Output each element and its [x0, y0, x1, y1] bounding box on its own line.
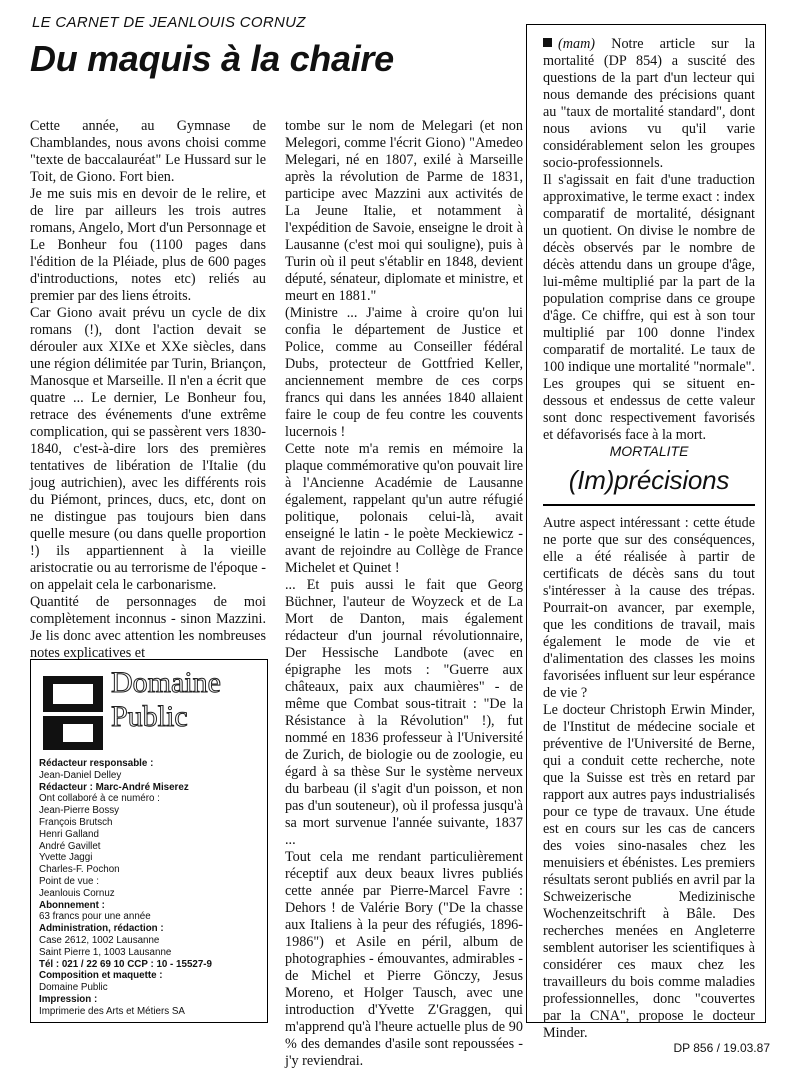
- dp-logo-icon: [41, 674, 105, 752]
- section-title: (Im)précisions: [568, 465, 730, 495]
- sidebar-top-text: [543, 36, 755, 444]
- credit-line: François Brutsch: [39, 816, 113, 828]
- credit-line: Tél : 021 / 22 69 10 CCP : 10 - 15527-9: [39, 958, 213, 970]
- bullet-square-icon: [543, 38, 552, 47]
- masthead-title: [111, 666, 221, 734]
- column-kicker: LE CARNET DE JEANLOUIS CORNUZ: [32, 14, 306, 31]
- paragraph: Cette année, au Gymnase de Chamblandes, nous avons choisi comme "texte de baccalauréat" Le Hussard sur le Toit, de Giono. Fort bien.: [30, 118, 266, 185]
- paragraph: tombe sur le nom de Melegari (et non Melegori, comme l'écrit Giono) "Amedeo Melegari, né en 1807, exilé à Marseille après la révolution de Parme de 1831, participe avec Mazzini aux activités de La Jeune Italie, et notamment à l'expédition de Savoie, enseigne le droit à Lausanne (c'est moi qui souligne), puis à Turin où il peut s'établir en 1848, devient député, sénateur, diplomate et ministre, et meurt en 1881.": [285, 118, 523, 304]
- credit-line: Case 2612, 1002 Lausanne: [39, 934, 160, 946]
- paragraph: Tout cela me rendant particulièrement réceptif aux deux beaux livres publiés cette année par Pierre-Marcel Favre : Dehors ! de Valérie Bory ("De la chasse aux Italiens à la peur des réfugiés, 1896-1986") et Asile en péril, album de photographies - émouvantes, admirables - de Michel et Pierre Gönczy, Jesus Moreno, et Holger Tausch, avec une introduction d'Yvette Z'Graggen, qui m'apprend qu'à l'heure actuelle plus de 90 % des demandes d'asile sont repoussées - j'y reviendrai.: [285, 849, 523, 1069]
- paragraph-text: Notre article sur la mortalité (DP 854) a suscité des questions de la part d'un lecteur qui nous demande des précisions quant au "taux de mortalité standard", dont nous avions vu qu'il varie considérablement selon les groupes socio-professionnels.: [543, 36, 755, 171]
- credit-line: André Gavillet: [39, 840, 101, 852]
- article-headline: Du maquis à la chaire: [30, 38, 394, 79]
- section-label: MORTALITE: [609, 443, 689, 459]
- paragraph: Le docteur Christoph Erwin Minder, de l'Institut de médecine sociale et préventive de l'Université de Berne, qui a conduit cette recherche, note que la Suisse est très en retard par rapport aux autres pays industrialisés pour ce type de travaux. Une étude est en cours sur les cas de cancers des voies sino-nasales chez les menuisiers et ébénistes. Les premiers résultats seront publiés en avril par la Schweizerische Medizinische Wochenzeitschrift à Bâle. Des recherches menées en Angleterre semblent autoriser les scientifiques à considérer ces maux chez les travailleurs du bois comme maladies professionnelles, donc "couvertes par la CNA", propose le docteur Minder.: [543, 702, 755, 1041]
- paragraph: (Ministre ... J'aime à croire qu'on lui confia le département de Justice et Police, comme au Conseiller fédéral Dubs, protecteur de Gottfried Keller, anciennement membre de ces corps francs qui dans les années 1840 allaient faire le coup de feu contre les couvents lucernois !: [285, 305, 523, 440]
- credit-line: Saint Pierre 1, 1003 Lausanne: [39, 946, 172, 958]
- masthead-box: [30, 659, 268, 1023]
- credit-line: 63 francs pour une année: [39, 911, 151, 923]
- credit-line: Impression :: [39, 993, 98, 1005]
- credit-line: Jean-Daniel Delley: [39, 769, 122, 781]
- masthead-credits: [39, 758, 261, 1018]
- masthead-title-line: Domaine: [111, 666, 221, 699]
- credit-line: Rédacteur : Marc-André Miserez: [39, 781, 189, 793]
- credit-line: Imprimerie des Arts et Métiers SA: [39, 1005, 185, 1017]
- credit-line: Composition et maquette :: [39, 970, 163, 982]
- paragraph: [543, 36, 755, 172]
- credit-line: Jean-Pierre Bossy: [39, 805, 120, 817]
- sidebar-bottom-text: [543, 515, 755, 1042]
- credit-line: Jeanlouis Cornuz: [39, 887, 115, 899]
- credit-line: Administration, rédaction :: [39, 923, 164, 935]
- credit-line: Henri Galland: [39, 828, 99, 840]
- credit-line: Yvette Jaggi: [39, 852, 93, 864]
- author-initials: (mam): [558, 36, 596, 52]
- article-column-1: [30, 118, 266, 662]
- paragraph: ... Et puis aussi le fait que Georg Büchner, l'auteur de Woyzeck et de La Mort de Danton, mais également rédacteur d'un journal révolutionnaire, Der Hessische Landbote (avec en épigraphe les mots : "Guerre aux châteaux, paix aux chaumières" - de même que Combat sous-titrait : "De la Résistance à la Révolution" !), fut nommé en 1836 professeur à l'Université de Zurich, de biologie ou de zoologie, eu égard à sa thèse Sur le système nerveux du barbeau (il s'agit d'un poisson, et non pas d'un souteneur), où il professa jusqu'à sa mort survenue l'année suivante, 1837 ...: [285, 577, 523, 848]
- divider: [543, 504, 755, 506]
- sidebar-section-heading: [543, 443, 755, 496]
- credit-line: Charles-F. Pochon: [39, 864, 120, 876]
- credit-line: Rédacteur responsable :: [39, 758, 154, 769]
- masthead-title-line: Public: [111, 700, 188, 733]
- credit-line: Point de vue :: [39, 875, 99, 887]
- paragraph: Cette note m'a remis en mémoire la plaque commémorative qu'on pouvait lire à l'Ancienne Académie de Lausanne également, rappelant qu'un autre réfugié politique, polonais celui-là, avait enseigné le latin - le poète Meckiewicz - avant de rejoindre au Collège de France Michelet et Quinet !: [285, 441, 523, 576]
- article-column-2: [285, 118, 523, 1070]
- page-footer: DP 856 / 19.03.87: [673, 1041, 770, 1055]
- credit-line: Domaine Public: [39, 982, 108, 994]
- paragraph: Quantité de personnages de moi complètement inconnus - sinon Mazzini. Je lis donc avec attention les nombreuses notes explicatives et: [30, 594, 266, 661]
- paragraph: Car Giono avait prévu un cycle de dix romans (!), dont l'action devait se dérouler aux XIXe et XXe siècles, dans une région délimitée par Turin, Briançon, Manosque et Marseille. Il n'en a écrit que quatre ... Le dernier, Le Bonheur fou, retrace des événements d'une extrême complication, qui se passèrent vers 1830-1840, c'est-à-dire lors des premières tentatives de libération de l'Italie (du joug autrichien), avec les différents rois du Piémont, princes, ducs, etc, dont on ne distingue pas toujours bien dans quelle mesure (ou dans quelle proportion !) ils appartiennent à la vieille aristocratie ou au terrorisme de l'époque - on appelait cela le carbonarisme.: [30, 305, 266, 593]
- paragraph: Je me suis mis en devoir de le relire, et de lire par ailleurs les trois autres romans, Angelo, Mort d'un Personnage et Le Bonheur fou (1100 pages dans l'édition de la Pléiade, plus de 600 pages d'introductions, notes etc) reliés au premier par des liens étroits.: [30, 186, 266, 304]
- paragraph: Il s'agissait en fait d'une traduction approximative, le terme exact : index comparatif de mortalité, désignant un quotient. On divise le nombre de décès observés par le nombre de décès attendu dans un groupe d'âge, lui-même multiplié par la part de la population comprise dans ce groupe d'âge. Ce chiffre, qui est à son tour multiplié par 100 donne l'index comparatif de mortalité. Le taux de 100 indique une mortalité "normale". Les groupes qui se situent en-dessous et endessus de cette valeur sont donc respectivement favorisés et défavorisés face à la mort.: [543, 172, 755, 443]
- credit-line: Ont collaboré à ce numéro :: [39, 793, 160, 805]
- credit-line: Abonnement :: [39, 899, 105, 911]
- paragraph: Autre aspect intéressant : cette étude ne porte que sur des conséquences, elle a été réalisée à partir de certificats de décès sans du tout s'intéresser à la cause des trépas. Pourrait-on avancer, par exemple, que les conditions de travail, mais également le mode de vie et d'alimentation des classes les moins favorisées influent sur leur espérance de vie ?: [543, 515, 755, 701]
